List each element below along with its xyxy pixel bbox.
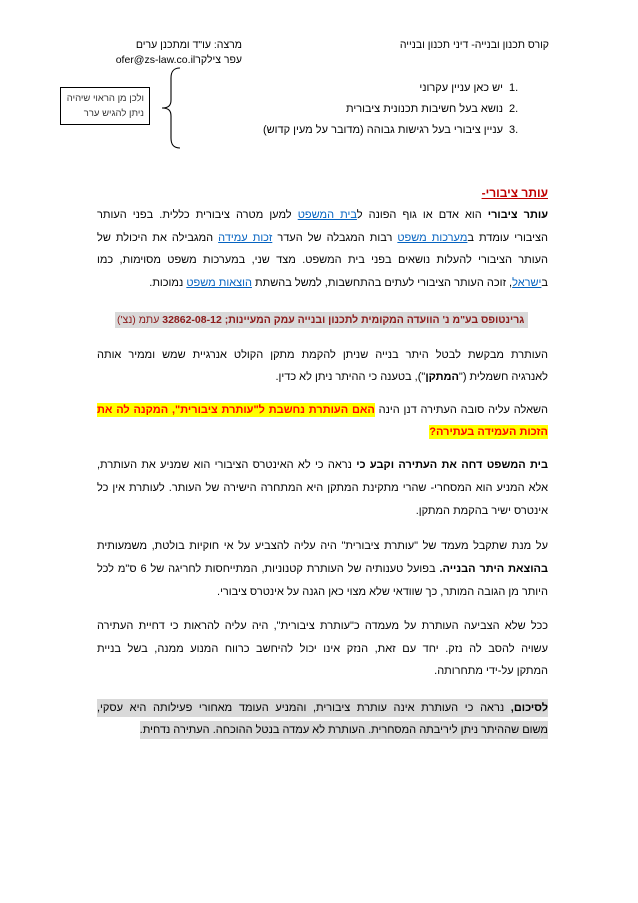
case-court: עתמ (נצ') [117, 314, 160, 326]
text-line [97, 500, 548, 523]
appeal-note-box [60, 87, 150, 125]
text-segment: העותר הציבורי להעלות נושאים בפני בית המשפט. מצד שני, במערכות משפט מסוימות, כמו [97, 254, 548, 267]
note-line: ולכן מן הראוי שיהיה [66, 93, 144, 104]
text-segment: ב [541, 277, 548, 290]
text-segment: העותרת מבקשת לבטל היתר בנייה שניתן להקמת מתקן הקולט אנרגיית שמש וממיר אותה [97, 349, 548, 361]
public-status-paragraph [97, 535, 548, 604]
text-segment: בפועל טענותיה של העותרת קטנוניות, המתייחסות לחריגה של 6 ס"מ לכל [97, 563, 440, 575]
text-line [97, 204, 548, 227]
text-segment: אינטרס ישיר בהקמת המתקן. [415, 505, 548, 517]
definition-paragraph [97, 204, 548, 295]
text-segment: נראה כי העותרת אינה עותרת ציבורית, והמניע העומד מאחורי פעילותה היא עסקי, [97, 699, 511, 717]
text-line [97, 581, 548, 604]
text-segment: נראה כי לא האינטרס הציבורי הוא שמניע את העותרת, [97, 459, 357, 471]
link-court[interactable]: בית המשפט [297, 209, 357, 221]
list-number: 1. [509, 82, 519, 94]
summary-paragraph [97, 697, 548, 741]
link-israel[interactable]: ישראל [512, 277, 542, 290]
list-item-text: יש כאן עניין עקרוני [419, 82, 503, 94]
text-segment: המתקן על-ידי מתחרותה. [434, 665, 548, 678]
lecturer-title: מרצה: עו"ד ומתכנן ערים [135, 39, 242, 51]
link-standing[interactable]: זכות עמידה [218, 231, 273, 244]
term-permit-issuance: בהוצאת היתר הבנייה. [439, 563, 549, 575]
text-line [97, 454, 548, 477]
text-line [97, 344, 548, 366]
term-facility: המתקן [425, 371, 459, 383]
section-title: עותר ציבורי- [481, 186, 548, 200]
text-line [97, 535, 548, 558]
ruling-paragraph [97, 454, 548, 523]
link-legal-costs[interactable]: הוצאות משפט [186, 277, 252, 290]
text-line [97, 697, 548, 719]
text-line [97, 400, 548, 422]
note-line: ניתן להגיש ערר [83, 108, 144, 119]
case-citation-highlight [115, 312, 528, 328]
list-item [263, 120, 521, 141]
list-number: 2. [509, 103, 519, 115]
text-line [97, 249, 548, 272]
lecturer-email: ofer@zs-law.co.il [115, 54, 196, 66]
case-citation [115, 312, 547, 328]
highlighted-question: הזכות העמידה בעתירה? [429, 425, 548, 438]
text-line [97, 615, 548, 638]
text-segment: משום שההיתר ניתן ליריבתה המסחרית. העותרת לא עמדה בנטל ההוכחה. העתירה נדחית. [140, 721, 548, 739]
text-segment: נמוכות. [149, 277, 187, 290]
damage-paragraph [97, 615, 548, 683]
term-public-petitioner: עותר ציבורי [487, 209, 549, 221]
text-segment: היותר מן הגובה המותר, כך שוודאי שלא מצוי כאן הגנה על אינטרס ציבורי. [217, 586, 548, 598]
curly-brace-icon [158, 66, 184, 150]
text-segment: המגבילה את היכולת של [97, 231, 219, 244]
term-summary: לסיכום, [511, 699, 548, 717]
lecturer-name: עפר צילקר [195, 54, 242, 66]
list-item [263, 99, 521, 120]
case-number: 32862-08-12 [162, 314, 222, 326]
text-line [97, 719, 548, 741]
text-segment: ככל שלא הצביעה העותרת על מעמדה כ"עותרת ציבורית", היה עליה להראות כי דחיית העתירה [97, 620, 548, 632]
criteria-list [263, 78, 521, 141]
list-item-text: נושא בעל חשיבות תכנונית ציבורית [345, 103, 503, 115]
lecturer-block [116, 38, 242, 68]
text-segment: אלא המניע הוא המסחרי- שהרי מתקינת המתקן היא המתחרה הישירה של העותר. לעותרת אין כל [97, 482, 548, 494]
text-segment: למען מטרה ציבורית כללית. בפני העותר [97, 209, 298, 221]
text-segment: לאנרגיה חשמלית (" [458, 371, 548, 383]
course-title: קורס תכנון ובנייה- דיני תכנון ובנייה [399, 39, 549, 51]
text-line [97, 366, 548, 388]
link-legal-systems[interactable]: מערכות משפט [397, 231, 468, 244]
list-item [263, 78, 521, 99]
text-line [97, 558, 548, 581]
case-parties: גרינטופס בע"מ נ' הוועדה המקומית לתכנון ובנייה עמק המעיינות; [224, 314, 525, 326]
text-segment: עשויה להסב לה נזק. יחד עם זאת, הנזק אינו יכול להיחשב כרווח המנוע ממנה, בשל בניית [97, 642, 548, 655]
list-item-text: עניין ציבורי בעל רגישות גבוהה (מדובר על מעין קדוש) [262, 124, 503, 136]
text-line [97, 272, 548, 295]
text-line [97, 422, 548, 444]
text-line [97, 660, 548, 683]
text-segment: הוא אדם או גוף הפונה ל [356, 209, 488, 221]
highlighted-question: האם העותרת נחשבת ל"עותרת ציבורית", המקנה לה את [97, 404, 375, 416]
text-line [97, 477, 548, 500]
list-number: 3. [509, 124, 519, 136]
text-line [97, 227, 548, 250]
term-court-ruling: בית המשפט דחה את העתירה וקבע כי [356, 459, 548, 471]
text-segment: "), בטענה כי ההיתר ניתן לא כדין. [275, 371, 426, 383]
text-segment: הציבורי עומדת ב [467, 231, 548, 244]
text-segment: רבות המגבלה של העדר [272, 231, 398, 244]
petition-paragraph [97, 344, 548, 388]
text-segment: השאלה עליה סובה העתירה דנן הינה [374, 404, 548, 416]
text-segment: , זוכה העותר הציבורי לעתים בהתחשבות, למשל בהשתת [251, 277, 513, 290]
question-paragraph [97, 400, 548, 443]
text-line [97, 638, 548, 661]
text-segment: על מנת שתקבל מעמד של "עותרת ציבורית" היה עליה להצביע על אי חוקיות בולטת, משמעותית [97, 540, 548, 552]
